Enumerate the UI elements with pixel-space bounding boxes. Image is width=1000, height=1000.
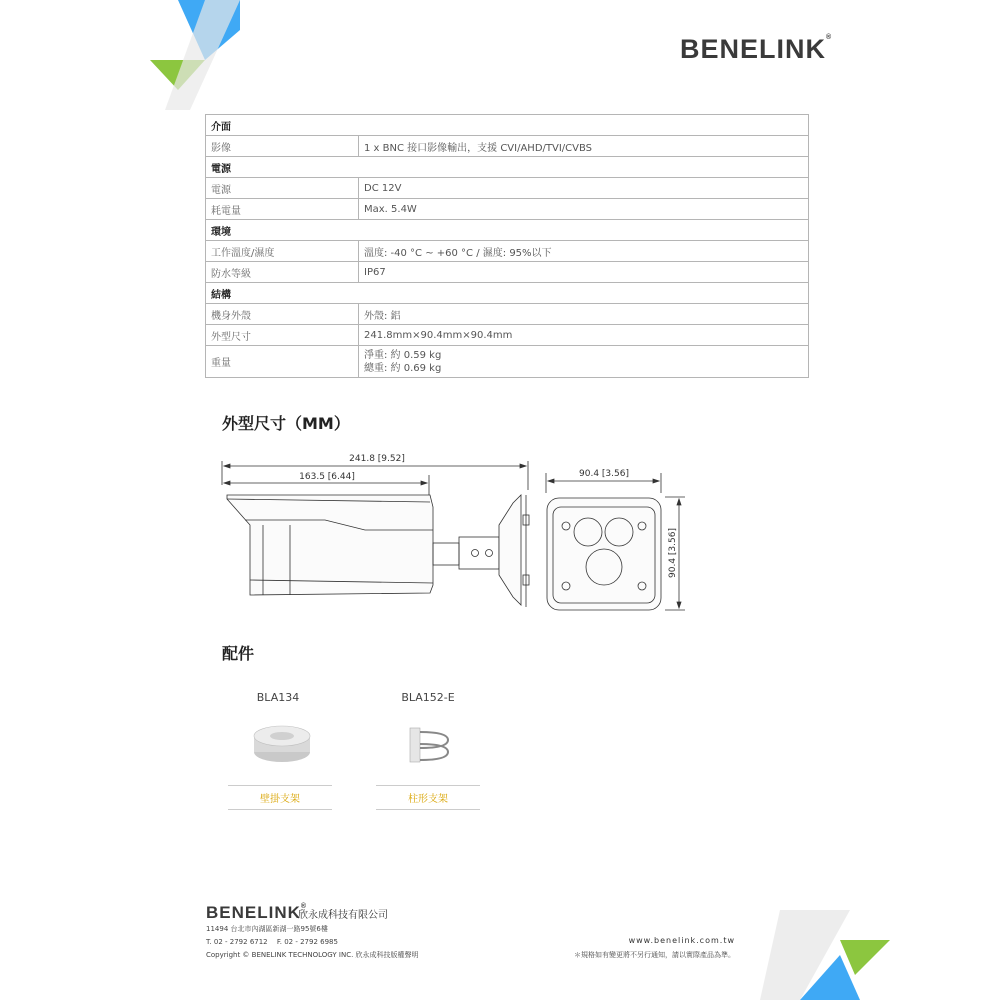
height-label: 90.4 [3.56] [668,528,678,578]
spec-change-notice: ＊規格如有變更將不另行通知，請以實際產品為準。 [574,951,735,959]
spec-value: IP67 [359,262,809,283]
width-label: 90.4 [3.56] [579,469,629,479]
accessory-code: BLA134 [256,691,300,704]
brand-logo: BENELINK® [680,34,833,64]
spec-value: DC 12V [359,178,809,199]
corner-decoration-bottom [740,880,1000,1000]
junction-box-image [248,718,316,768]
website-link[interactable]: www.benelink.com.tw [628,936,735,945]
accessory-label: 壁掛支架 [228,785,332,810]
spec-section-row [206,220,809,241]
spec-label: 工作溫度/濕度 [206,241,359,262]
spec-row [206,136,809,157]
company-phone: T. 02 - 2792 6712 F. 02 - 2792 6985 [206,938,338,946]
spec-section-label: 介面 [206,115,809,136]
spec-row [206,241,809,262]
spec-section-row [206,115,809,136]
spec-value [359,346,809,378]
spec-section-row [206,157,809,178]
spec-label: 電源 [206,178,359,199]
footer-logo: BENELINK® [206,903,308,922]
spec-value: 溫度: -40 °C ~ +60 °C / 濕度: 95%以下 [359,241,809,262]
spec-label: 耗電量 [206,199,359,220]
copyright-text: Copyright © BENELINK TECHNOLOGY INC. 欣永成科技版權聲明 [206,951,419,959]
total-length-label: 241.8 [9.52] [349,454,405,464]
spec-row [206,325,809,346]
spec-label: 外型尺寸 [206,325,359,346]
spec-value: 241.8mm×90.4mm×90.4mm [359,325,809,346]
spec-value-line: 淨重: 約 0.59 kg [364,349,442,361]
spec-row [206,262,809,283]
accessories-title: 配件 [222,644,255,663]
spec-label: 防水等級 [206,262,359,283]
dimensions-title: 外型尺寸（MM） [222,414,350,433]
pole-mount-image [404,720,454,768]
spec-section-label: 電源 [206,157,809,178]
spec-row [206,199,809,220]
spec-section-label: 環境 [206,220,809,241]
accessory-label: 柱形支架 [376,785,480,810]
spec-section-label: 結構 [206,283,809,304]
accessory-code: BLA152-E [401,691,455,704]
spec-label: 重量 [206,346,359,378]
company-name: 欣永成科技有限公司 [298,910,388,921]
spec-value: Max. 5.4W [359,199,809,220]
spec-value: 外殼: 鋁 [359,304,809,325]
spec-table [205,114,809,378]
spec-row [206,346,809,378]
camera-dimension-drawing [205,445,705,615]
body-length-label: 163.5 [6.44] [299,472,355,482]
spec-section-row [206,283,809,304]
spec-row [206,178,809,199]
corner-decoration-top [0,0,240,110]
spec-label: 機身外殼 [206,304,359,325]
spec-row [206,304,809,325]
company-address: 11494 台北市內湖區新湖一路95號6樓 [206,925,328,933]
spec-label: 影像 [206,136,359,157]
spec-value-line: 總重: 約 0.69 kg [364,362,442,374]
spec-value: 1 x BNC 接口影像輸出，支援 CVI/AHD/TVI/CVBS [359,136,809,157]
